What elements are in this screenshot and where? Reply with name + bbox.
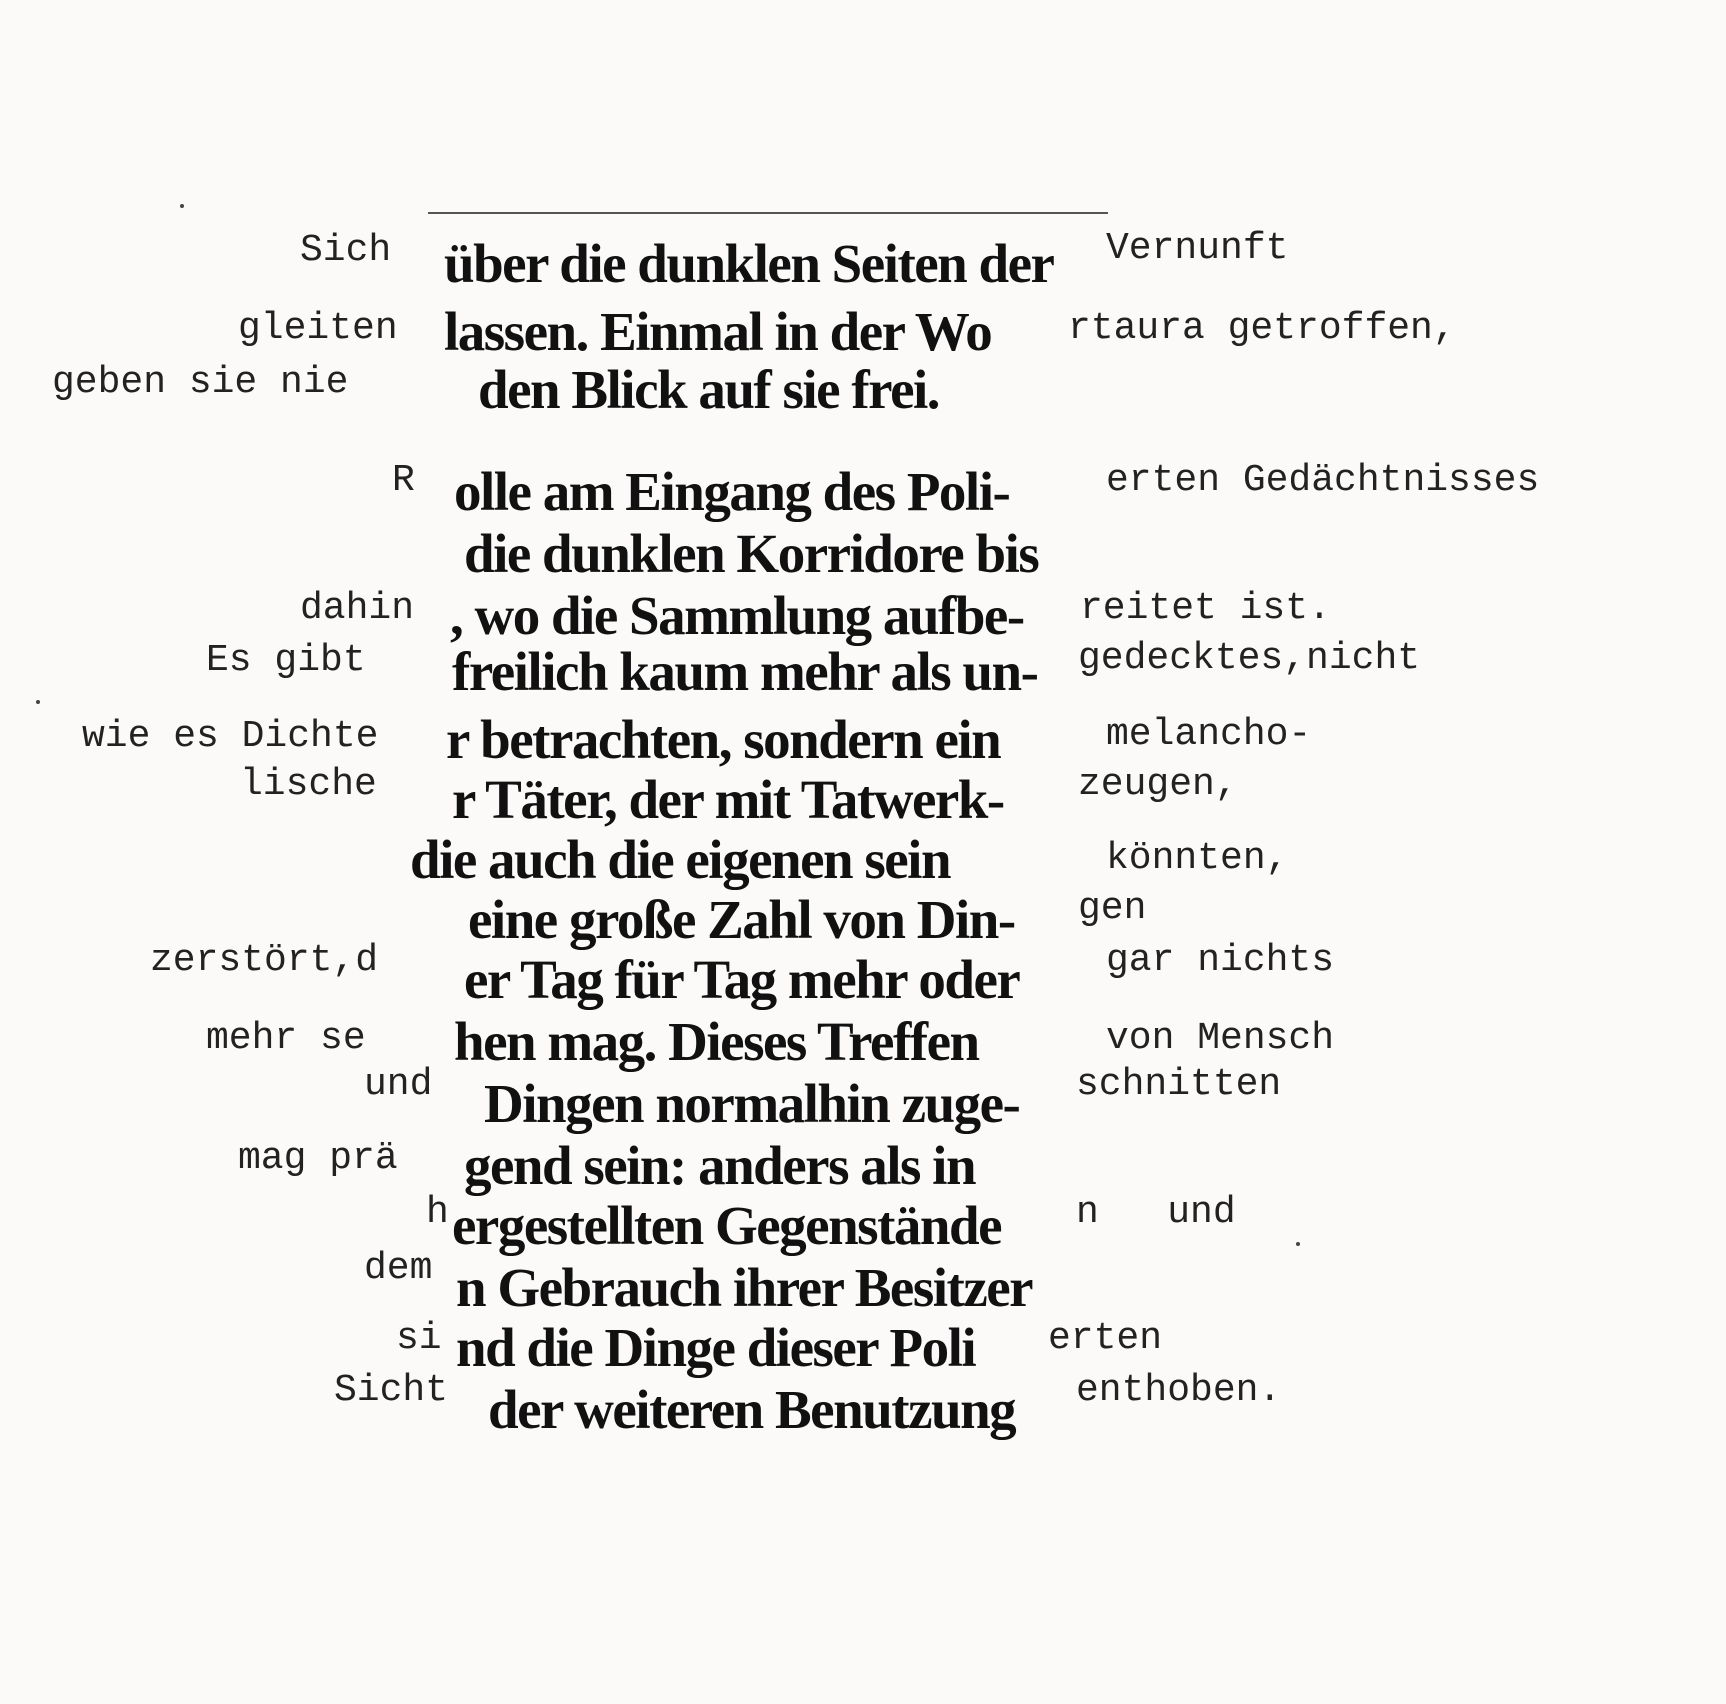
- typed-fragment-left: dem: [364, 1247, 433, 1290]
- typed-fragment-right: gar nichts: [1106, 939, 1335, 982]
- printed-fragment: über die dunklen Seiten der: [444, 233, 1054, 294]
- typed-fragment-left: geben sie nie: [52, 361, 349, 404]
- typed-fragment-right: zeugen,: [1078, 763, 1238, 806]
- printed-fragment: die auch die eigenen sein: [410, 829, 951, 890]
- typed-fragment-left: Sich: [300, 229, 392, 272]
- typed-fragment-left: si: [396, 1317, 442, 1360]
- printed-fragment: den Blick auf sie frei.: [478, 359, 940, 420]
- typed-fragment-left: Es gibt: [206, 639, 366, 682]
- printed-fragment: hen mag. Dieses Treffen: [454, 1011, 979, 1072]
- typed-fragment-left: lische: [240, 763, 377, 806]
- typed-fragment-left: mag prä: [238, 1137, 398, 1180]
- typed-fragment-right: reitet ist.: [1080, 587, 1331, 630]
- typed-fragment-right: n und: [1076, 1191, 1236, 1234]
- typed-fragment-left: h: [426, 1191, 449, 1234]
- typed-fragment-right: gedecktes,nicht: [1078, 637, 1421, 680]
- printed-fragment: ergestellten Gegenstände: [452, 1195, 1001, 1256]
- typed-fragment-left: und: [364, 1063, 433, 1106]
- typed-fragment-right: schnitten: [1076, 1063, 1282, 1106]
- typed-fragment-left: R: [392, 459, 415, 502]
- printed-fragment: nd die Dinge dieser Poli: [456, 1317, 976, 1378]
- printed-fragment: freilich kaum mehr als un-: [452, 641, 1038, 702]
- typed-fragment-right: Vernunft: [1106, 227, 1289, 270]
- cut-edge-line: [428, 212, 1108, 214]
- printed-fragment: n Gebrauch ihrer Besitzer: [456, 1257, 1033, 1318]
- printed-fragment: Dingen normalhin zuge-: [484, 1073, 1020, 1134]
- printed-fragment: die dunklen Korridore bis: [464, 523, 1039, 584]
- typed-fragment-right: melancho-: [1106, 713, 1312, 756]
- paper-speck: [180, 204, 184, 208]
- typed-fragment-left: mehr se: [206, 1017, 366, 1060]
- typed-fragment-left: wie es Dichte: [82, 715, 379, 758]
- printed-fragment: r Täter, der mit Tatwerk-: [452, 769, 1004, 830]
- paper-speck: [36, 700, 40, 704]
- printed-fragment: der weiteren Benutzung: [488, 1379, 1016, 1440]
- printed-fragment: er Tag für Tag mehr oder: [464, 949, 1020, 1010]
- printed-fragment: lassen. Einmal in der Wo: [444, 301, 992, 362]
- printed-fragment: olle am Eingang des Poli-: [454, 461, 1010, 522]
- typed-fragment-right: könnten,: [1106, 837, 1289, 880]
- typed-fragment-left: dahin: [300, 587, 415, 630]
- printed-fragment: , wo die Sammlung aufbe-: [450, 585, 1024, 646]
- typed-fragment-left: Sicht: [334, 1369, 449, 1412]
- typed-fragment-left: zerstört,d: [150, 939, 379, 982]
- typed-fragment-right: erten Gedächtnisses: [1106, 459, 1540, 502]
- typed-fragment-right: erten: [1048, 1317, 1163, 1360]
- printed-fragment: gend sein: anders als in: [464, 1135, 976, 1196]
- typed-fragment-right: von Mensch: [1106, 1017, 1335, 1060]
- typed-fragment-right: gen: [1078, 887, 1147, 930]
- printed-fragment: eine große Zahl von Din-: [468, 889, 1015, 950]
- typed-fragment-right: enthoben.: [1076, 1369, 1282, 1412]
- paper-speck: [1296, 1242, 1300, 1246]
- typed-fragment-left: gleiten: [238, 307, 398, 350]
- typed-fragment-right: rtaura getroffen,: [1068, 307, 1456, 350]
- printed-fragment: r betrachten, sondern ein: [446, 709, 1001, 770]
